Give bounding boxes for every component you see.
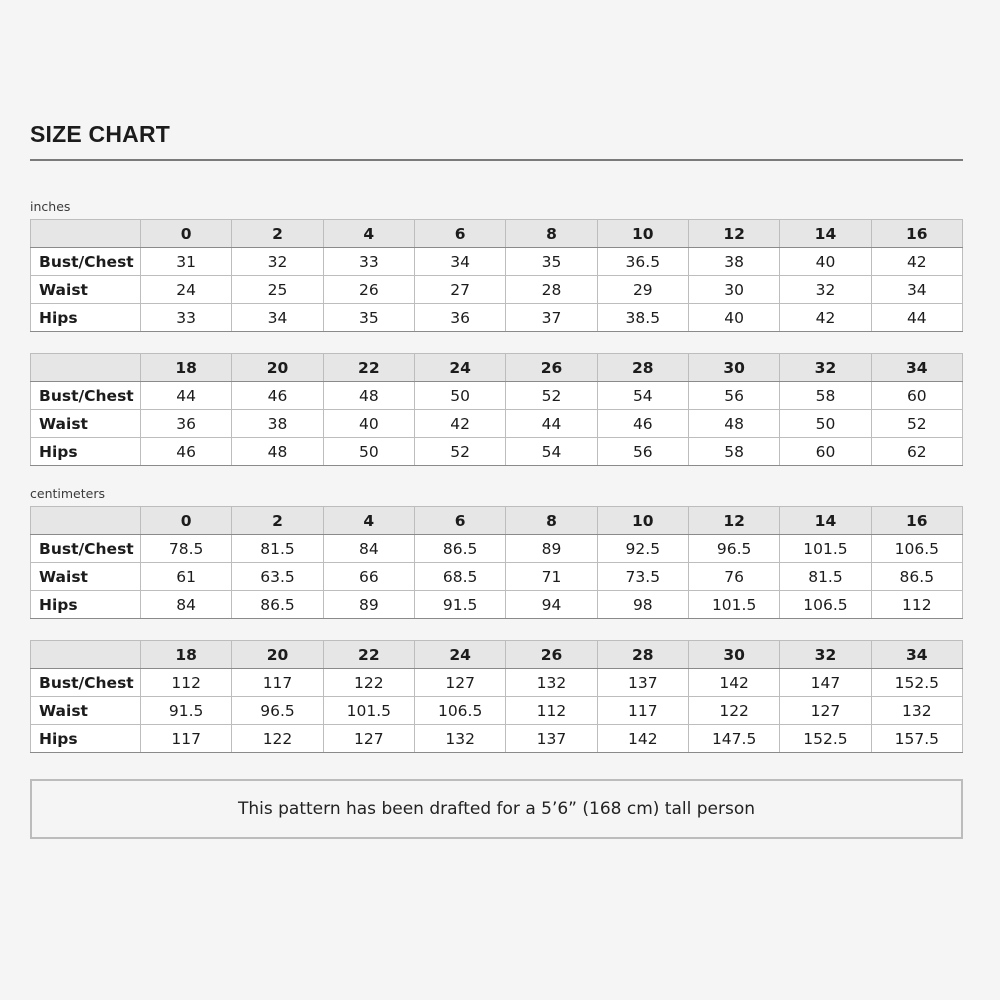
measurement-cell: 71 (506, 563, 597, 591)
measurement-cell: 94 (506, 591, 597, 619)
measurement-cell: 36 (141, 410, 232, 438)
size-header-cell: 34 (871, 641, 962, 669)
measurement-cell: 35 (323, 304, 414, 332)
corner-cell (31, 220, 141, 248)
size-header-cell: 12 (688, 507, 779, 535)
measurement-cell: 117 (597, 697, 688, 725)
measurement-cell: 42 (871, 248, 962, 276)
measurement-cell: 86.5 (871, 563, 962, 591)
table-row (31, 697, 963, 725)
measurement-cell: 117 (232, 669, 323, 697)
centimeters-table-1 (30, 506, 963, 619)
measurement-cell: 62 (871, 438, 962, 466)
measurement-cell: 28 (506, 276, 597, 304)
size-header-cell: 30 (688, 641, 779, 669)
size-header-cell: 24 (414, 354, 505, 382)
measurement-cell: 26 (323, 276, 414, 304)
measurement-cell: 48 (688, 410, 779, 438)
measurement-cell: 152.5 (871, 669, 962, 697)
measurement-cell: 98 (597, 591, 688, 619)
measurement-cell: 101.5 (688, 591, 779, 619)
measurement-cell: 112 (871, 591, 962, 619)
measurement-cell: 38 (688, 248, 779, 276)
measurement-cell: 60 (871, 382, 962, 410)
size-header-cell: 0 (141, 507, 232, 535)
table-row (31, 591, 963, 619)
measurement-cell: 44 (871, 304, 962, 332)
measurement-cell: 40 (323, 410, 414, 438)
measurement-cell: 50 (414, 382, 505, 410)
size-header-cell: 26 (506, 641, 597, 669)
measurement-label: Hips (31, 304, 141, 332)
measurement-cell: 152.5 (780, 725, 871, 753)
measurement-cell: 68.5 (414, 563, 505, 591)
measurement-cell: 84 (141, 591, 232, 619)
measurement-cell: 86.5 (232, 591, 323, 619)
measurement-cell: 52 (414, 438, 505, 466)
measurement-cell: 58 (780, 382, 871, 410)
table-row (31, 304, 963, 332)
measurement-cell: 66 (323, 563, 414, 591)
size-header-cell: 32 (780, 354, 871, 382)
table-row (31, 248, 963, 276)
page-title: SIZE CHART (30, 121, 170, 147)
header-row (31, 507, 963, 535)
size-header-cell: 4 (323, 220, 414, 248)
size-header-cell: 30 (688, 354, 779, 382)
measurement-label: Bust/Chest (31, 669, 141, 697)
measurement-cell: 33 (323, 248, 414, 276)
measurement-cell: 48 (232, 438, 323, 466)
measurement-cell: 142 (688, 669, 779, 697)
measurement-cell: 56 (688, 382, 779, 410)
size-header-cell: 28 (597, 641, 688, 669)
measurement-cell: 58 (688, 438, 779, 466)
measurement-cell: 42 (414, 410, 505, 438)
measurement-cell: 92.5 (597, 535, 688, 563)
table-row (31, 563, 963, 591)
size-header-cell: 20 (232, 354, 323, 382)
measurement-cell: 106.5 (414, 697, 505, 725)
measurement-cell: 40 (688, 304, 779, 332)
table-row (31, 438, 963, 466)
measurement-cell: 36 (414, 304, 505, 332)
measurement-cell: 122 (688, 697, 779, 725)
corner-cell (31, 641, 141, 669)
measurement-cell: 50 (780, 410, 871, 438)
measurement-cell: 137 (597, 669, 688, 697)
measurement-cell: 81.5 (780, 563, 871, 591)
measurement-cell: 101.5 (323, 697, 414, 725)
size-header-cell: 0 (141, 220, 232, 248)
table-row (31, 535, 963, 563)
measurement-cell: 60 (780, 438, 871, 466)
measurement-cell: 34 (232, 304, 323, 332)
measurement-cell: 89 (506, 535, 597, 563)
size-header-cell: 2 (232, 220, 323, 248)
size-header-cell: 8 (506, 507, 597, 535)
measurement-cell: 38.5 (597, 304, 688, 332)
corner-cell (31, 507, 141, 535)
title-divider (30, 159, 963, 161)
measurement-cell: 30 (688, 276, 779, 304)
measurement-cell: 46 (232, 382, 323, 410)
size-header-cell: 24 (414, 641, 505, 669)
measurement-cell: 101.5 (780, 535, 871, 563)
measurement-cell: 76 (688, 563, 779, 591)
measurement-cell: 37 (506, 304, 597, 332)
table-row (31, 276, 963, 304)
measurement-cell: 132 (871, 697, 962, 725)
measurement-cell: 91.5 (414, 591, 505, 619)
measurement-cell: 78.5 (141, 535, 232, 563)
measurement-cell: 52 (506, 382, 597, 410)
size-header (31, 354, 963, 382)
header-row (31, 220, 963, 248)
size-header (31, 507, 963, 535)
measurement-cell: 112 (141, 669, 232, 697)
measurement-cell: 147.5 (688, 725, 779, 753)
measurement-cell: 122 (323, 669, 414, 697)
measurement-cell: 42 (780, 304, 871, 332)
height-note-text: This pattern has been drafted for a 5’6” (168 cm) tall person (237, 799, 756, 819)
measurement-cell: 46 (141, 438, 232, 466)
table-row (31, 382, 963, 410)
size-header-cell: 8 (506, 220, 597, 248)
measurement-label: Waist (31, 410, 141, 438)
header-row (31, 641, 963, 669)
size-header-cell: 6 (414, 220, 505, 248)
measurement-cell: 29 (597, 276, 688, 304)
measurement-cell: 38 (232, 410, 323, 438)
measurement-cell: 44 (141, 382, 232, 410)
corner-cell (31, 354, 141, 382)
size-header-cell: 22 (323, 354, 414, 382)
size-header-cell: 18 (141, 641, 232, 669)
measurement-cell: 81.5 (232, 535, 323, 563)
measurement-cell: 112 (506, 697, 597, 725)
size-header-cell: 6 (414, 507, 505, 535)
size-header-cell: 20 (232, 641, 323, 669)
measurement-rows (31, 669, 963, 753)
measurement-label: Hips (31, 725, 141, 753)
measurement-label: Waist (31, 563, 141, 591)
size-header-cell: 12 (688, 220, 779, 248)
measurement-cell: 86.5 (414, 535, 505, 563)
measurement-cell: 132 (506, 669, 597, 697)
measurement-cell: 137 (506, 725, 597, 753)
measurement-cell: 73.5 (597, 563, 688, 591)
measurement-label: Hips (31, 591, 141, 619)
measurement-cell: 34 (871, 276, 962, 304)
table-row (31, 410, 963, 438)
measurement-rows (31, 382, 963, 466)
measurement-label: Bust/Chest (31, 248, 141, 276)
measurement-cell: 46 (597, 410, 688, 438)
measurement-cell: 36.5 (597, 248, 688, 276)
measurement-cell: 27 (414, 276, 505, 304)
measurement-cell: 147 (780, 669, 871, 697)
measurement-label: Waist (31, 697, 141, 725)
measurement-cell: 91.5 (141, 697, 232, 725)
inches-table-2 (30, 353, 963, 466)
measurement-cell: 63.5 (232, 563, 323, 591)
size-header-cell: 14 (780, 220, 871, 248)
centimeters-table-2 (30, 640, 963, 753)
measurement-cell: 35 (506, 248, 597, 276)
size-header-cell: 14 (780, 507, 871, 535)
measurement-cell: 33 (141, 304, 232, 332)
measurement-label: Hips (31, 438, 141, 466)
size-header-cell: 10 (597, 220, 688, 248)
measurement-cell: 44 (506, 410, 597, 438)
measurement-cell: 84 (323, 535, 414, 563)
measurement-cell: 127 (323, 725, 414, 753)
size-header-cell: 28 (597, 354, 688, 382)
size-header-cell: 32 (780, 641, 871, 669)
measurement-cell: 40 (780, 248, 871, 276)
size-header-cell: 22 (323, 641, 414, 669)
measurement-cell: 56 (597, 438, 688, 466)
measurement-cell: 31 (141, 248, 232, 276)
size-header-cell: 16 (871, 220, 962, 248)
header-row (31, 354, 963, 382)
measurement-cell: 34 (414, 248, 505, 276)
size-header-cell: 4 (323, 507, 414, 535)
measurement-cell: 106.5 (780, 591, 871, 619)
size-header-cell: 16 (871, 507, 962, 535)
measurement-cell: 32 (780, 276, 871, 304)
measurement-cell: 117 (141, 725, 232, 753)
unit-label-inches: inches (30, 199, 71, 214)
measurement-label: Waist (31, 276, 141, 304)
measurement-cell: 89 (323, 591, 414, 619)
measurement-cell: 132 (414, 725, 505, 753)
size-header-cell: 10 (597, 507, 688, 535)
measurement-cell: 24 (141, 276, 232, 304)
measurement-cell: 127 (414, 669, 505, 697)
measurement-cell: 50 (323, 438, 414, 466)
measurement-label: Bust/Chest (31, 382, 141, 410)
measurement-cell: 122 (232, 725, 323, 753)
size-header-cell: 26 (506, 354, 597, 382)
measurement-cell: 54 (597, 382, 688, 410)
table-row (31, 725, 963, 753)
size-header-cell: 2 (232, 507, 323, 535)
measurement-cell: 157.5 (871, 725, 962, 753)
measurement-cell: 142 (597, 725, 688, 753)
size-header-cell: 18 (141, 354, 232, 382)
inches-table-1 (30, 219, 963, 332)
measurement-cell: 61 (141, 563, 232, 591)
measurement-cell: 52 (871, 410, 962, 438)
height-note-box (30, 779, 963, 839)
size-header (31, 220, 963, 248)
measurement-cell: 54 (506, 438, 597, 466)
measurement-cell: 127 (780, 697, 871, 725)
measurement-rows (31, 248, 963, 332)
measurement-cell: 106.5 (871, 535, 962, 563)
unit-label-centimeters: centimeters (30, 486, 105, 501)
measurement-cell: 48 (323, 382, 414, 410)
table-row (31, 669, 963, 697)
measurement-label: Bust/Chest (31, 535, 141, 563)
measurement-cell: 25 (232, 276, 323, 304)
measurement-rows (31, 535, 963, 619)
measurement-cell: 32 (232, 248, 323, 276)
measurement-cell: 96.5 (688, 535, 779, 563)
size-header (31, 641, 963, 669)
size-header-cell: 34 (871, 354, 962, 382)
measurement-cell: 96.5 (232, 697, 323, 725)
